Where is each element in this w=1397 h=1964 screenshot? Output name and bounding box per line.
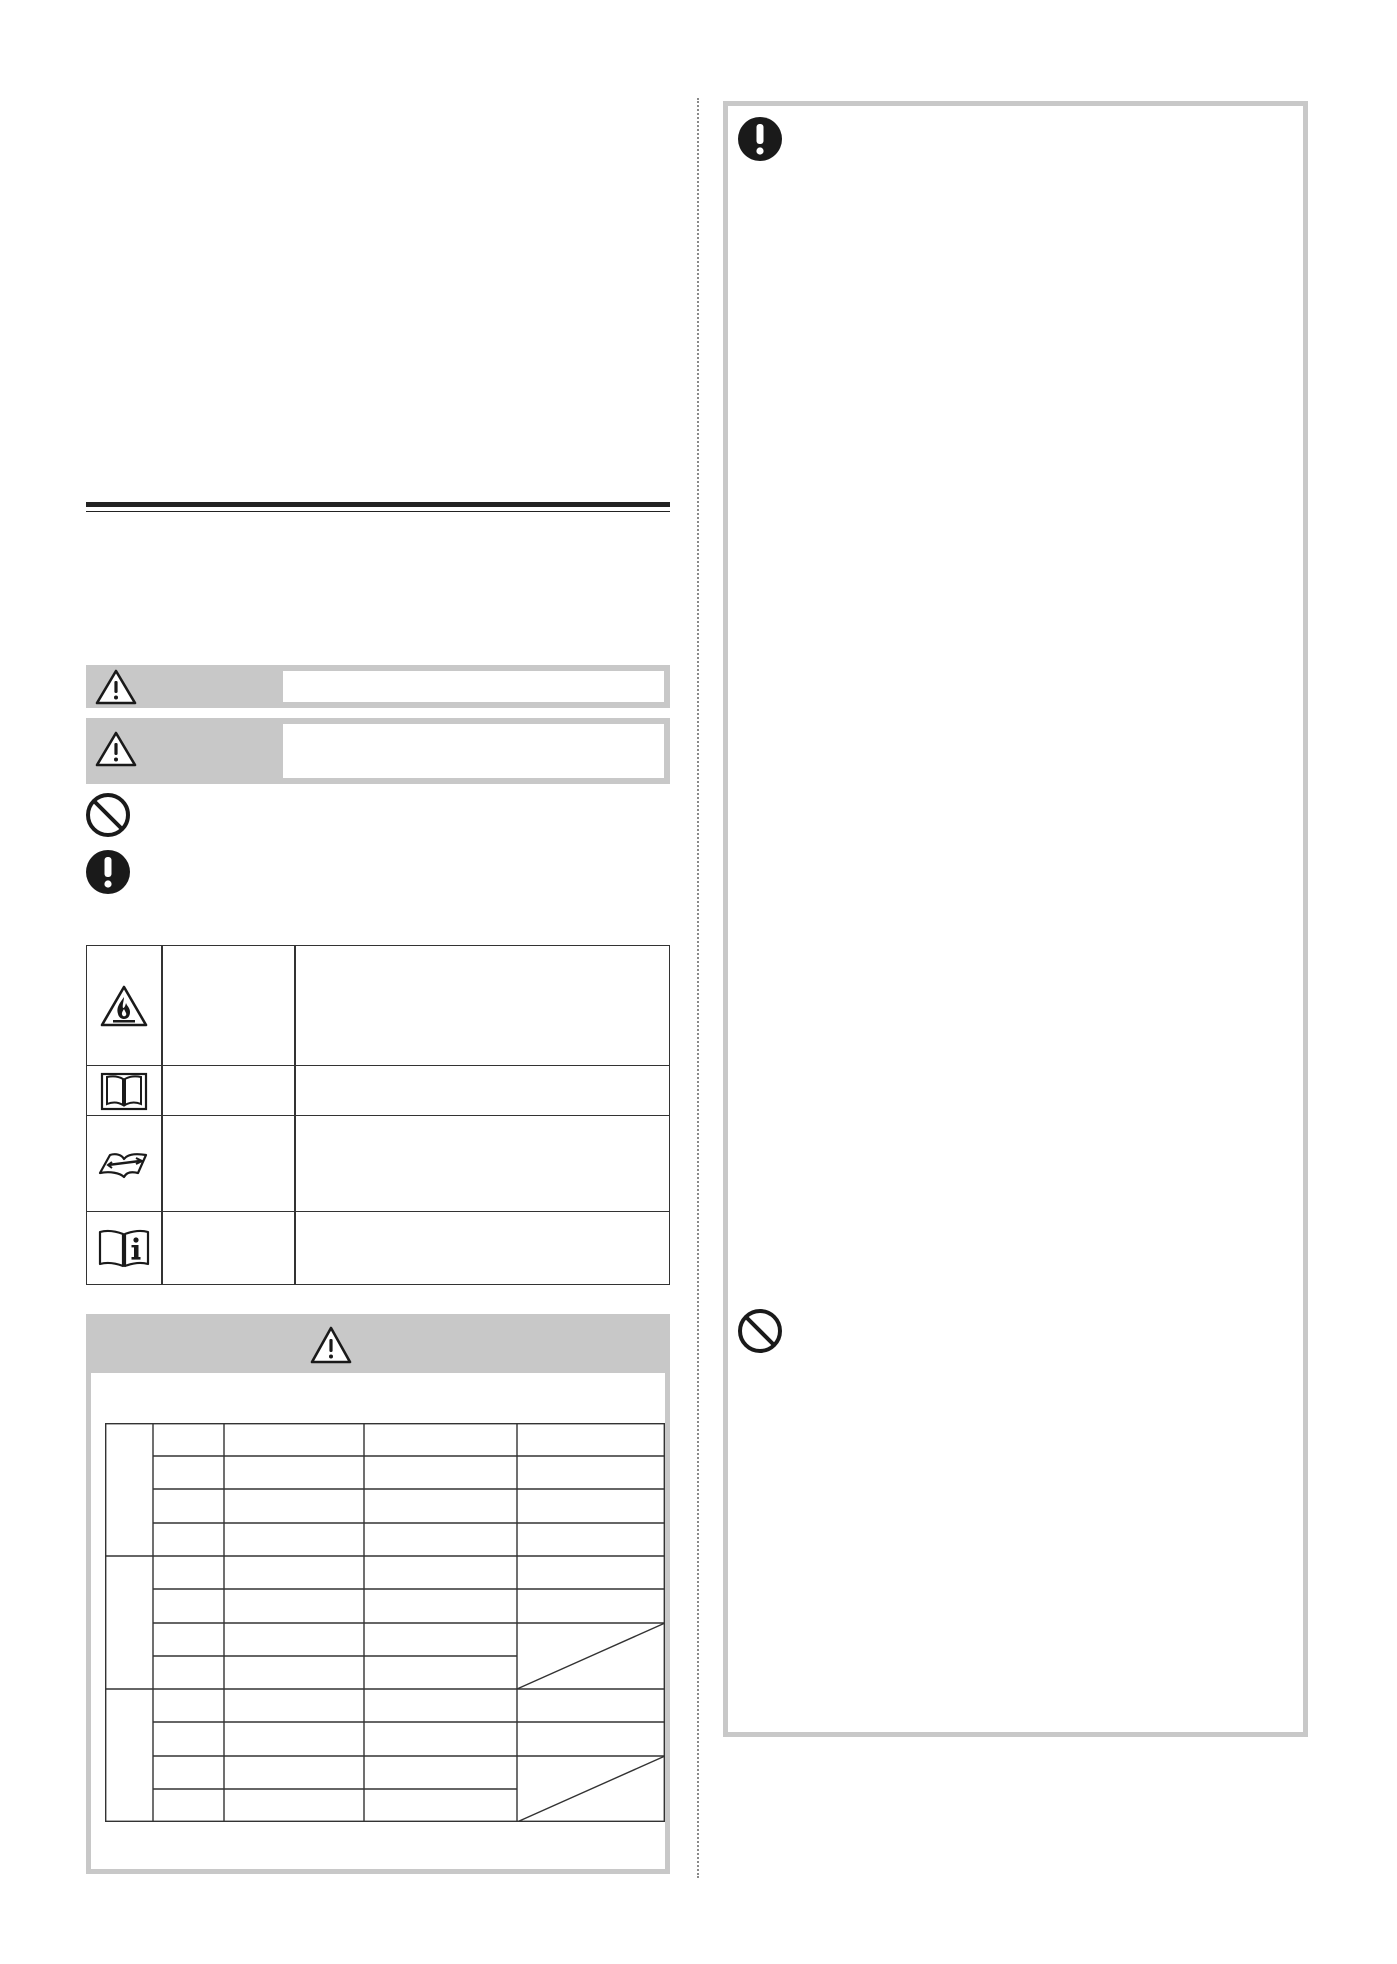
operator-manual-icon <box>100 1071 148 1111</box>
column-divider <box>697 98 699 1878</box>
mandatory-action-icon <box>84 848 132 896</box>
danger-description-field <box>283 671 664 702</box>
refrigerant-warning-box <box>86 1314 670 1874</box>
warning-description-field <box>283 724 664 778</box>
danger-severity-box <box>86 665 670 708</box>
prohibition-icon <box>84 791 132 839</box>
refrigerant-table <box>105 1423 665 1822</box>
service-manual-icon <box>96 1147 152 1181</box>
warning-triangle-icon <box>94 668 138 706</box>
refrigerant-warning-header <box>91 1319 665 1373</box>
flammable-material-icon <box>99 984 149 1028</box>
symbols-table-row <box>87 946 161 1065</box>
warning-triangle-icon <box>309 1325 353 1365</box>
warning-severity-box <box>86 718 670 784</box>
mandatory-action-icon <box>736 115 784 163</box>
symbols-table-row <box>87 1212 161 1284</box>
section-heading-rule <box>86 502 670 507</box>
symbols-table-row <box>87 1116 161 1211</box>
section-heading-rule-thin <box>86 511 670 512</box>
information-manual-icon <box>97 1227 151 1269</box>
symbols-table-row-line <box>87 1115 669 1116</box>
symbols-table-row-line <box>87 1211 669 1212</box>
symbols-table-row-line <box>87 1065 669 1066</box>
symbols-table-row <box>87 1066 161 1115</box>
right-warning-box <box>723 101 1308 1737</box>
warning-triangle-icon <box>94 730 138 768</box>
symbols-table <box>86 945 670 1285</box>
prohibition-icon <box>736 1307 784 1355</box>
